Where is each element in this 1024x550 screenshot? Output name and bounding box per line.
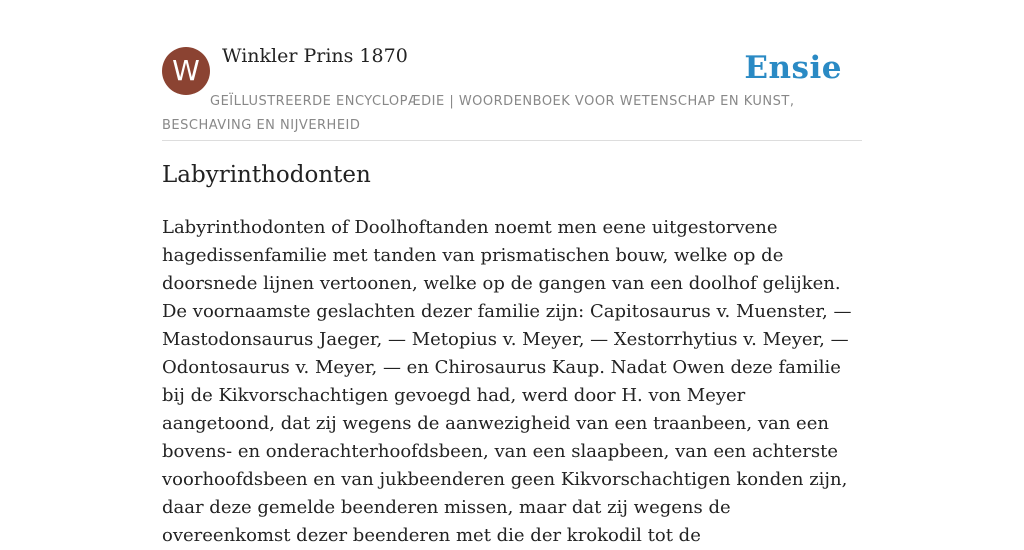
source-title[interactable]: Winkler Prins 1870: [222, 45, 408, 67]
source-subtitle: GEÏLLUSTREERDE ENCYCLOPÆDIE | WOORDENBOEK VOOR WETENSCHAP EN KUNST, BESCHAVING EN NIJVERHEID: [162, 94, 795, 133]
entry-body: Labyrinthodonten of Doolhoftanden noemt men eene uitgestorvene hagedissenfamilie met tanden van prismatischen bouw, welke op de doorsnede lijnen vertoonen, welke op de gangen van een doolhof gelijken. De voornaamste geslachten dezer familie zijn: Capitosaurus v. Muenster, — Mastodonsaurus Jaeger, — Metopius v. Meyer, — Xestorrhytius v. Meyer, —Odontosaurus v. Meyer, — en Chirosaurus Kaup. Nadat Owen deze familie bij de Kikvorschachtigen gevoegd had, werd door H. von Meyer aangetoond, dat zij wegens de aanwezigheid van een traanbeen, van een bovens- en onderachterhoofdsbeen, van een slaapbeen, van een achterste voorhoofdsbeen en van jukbeenderen geen Kikvorschachtigen konden zijn, daar deze gemelde beenderen missen, maar dat zij wegens de overeenkomst dezer beenderen met die der krokodil tot de: [162, 217, 852, 546]
brand-logo-link[interactable]: Ensie: [744, 50, 842, 86]
source-avatar[interactable]: W: [162, 47, 210, 95]
page: [162, 0, 862, 546]
header: [162, 0, 862, 141]
entry-title: Labyrinthodonten: [162, 162, 371, 188]
